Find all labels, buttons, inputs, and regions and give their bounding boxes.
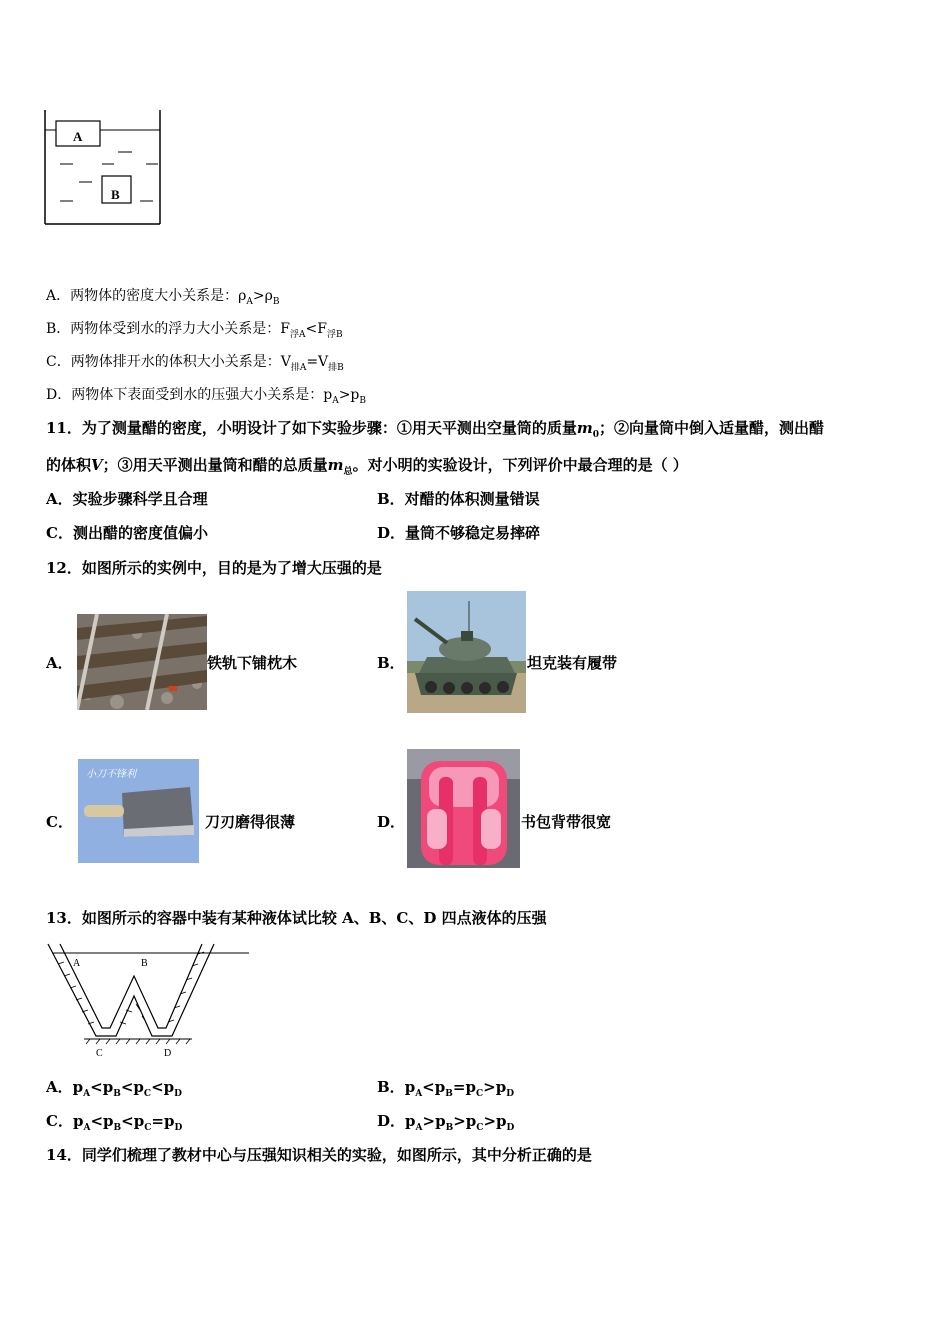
q12-option-a-text: 铁轨下铺枕木: [207, 654, 298, 672]
point-a-label: A: [73, 958, 81, 969]
q10-option-d[interactable]: D．两物体下表面受到水的压强大小关系是：$p_A>p_B$: [46, 387, 367, 406]
q13-option-b[interactable]: B．$p_A<p_B=p_C>p_D$: [377, 1078, 514, 1099]
tank-image: [407, 591, 526, 713]
q14-stem: 14．同学们梳理了教材中心与压强知识相关的实验，如图所示，其中分析正确的是: [46, 1146, 592, 1164]
knife-caption: 小刀不锋利: [86, 769, 136, 780]
q12-option-d-text: 书包背带很宽: [521, 813, 612, 831]
q12-option-b-letter[interactable]: B．: [377, 654, 405, 672]
point-c-label: C: [96, 1048, 103, 1059]
q11-stem-line1: 11．为了测量醋的密度，小明设计了如下实验步骤：①用天平测出空量筒的质量$m_0$；②向量筒中倒入适量醋，测出醋: [46, 419, 825, 440]
q12-option-a-letter[interactable]: A．: [46, 654, 73, 672]
q10-option-c[interactable]: C．两物体排开水的体积大小关系是：$V_{排A}=V_{排B}$: [46, 354, 344, 373]
q12-stem: 12．如图所示的实例中，目的是为了增大压强的是: [46, 559, 382, 577]
q11-option-a[interactable]: A．实验步骤科学且合理: [46, 490, 208, 508]
w-container-figure: [44, 940, 252, 1060]
railway-image: [77, 614, 207, 710]
point-b-label: B: [141, 958, 148, 969]
q13-option-d[interactable]: D．$p_A>p_B>p_C>p_D$: [377, 1112, 515, 1133]
q12-option-b-text: 坦克装有履带: [527, 654, 618, 672]
backpack-image: [407, 749, 520, 868]
knife-image: [78, 759, 199, 863]
q11-option-d[interactable]: D．量筒不够稳定易摔碎: [377, 524, 541, 542]
q13-option-c[interactable]: C．$p_A<p_B<p_C=p_D$: [46, 1112, 183, 1133]
q13-option-a[interactable]: A．$p_A<p_B<p_C<p_D$: [46, 1078, 182, 1099]
q10-option-b[interactable]: B．两物体受到水的浮力大小关系是：$F_{浮A}<F_{浮B}$: [46, 321, 343, 340]
q13-stem: 13．如图所示的容器中装有某种液体试比较 A、B、C、D 四点液体的压强: [46, 909, 547, 927]
q11-option-b[interactable]: B．对醋的体积测量错误: [377, 490, 540, 508]
block-a-label: A: [73, 129, 83, 144]
q11-option-c[interactable]: C．测出醋的密度值偏小: [46, 524, 208, 542]
q12-option-c-text: 刀刃磨得很薄: [205, 813, 296, 831]
q12-option-d-letter[interactable]: D．: [377, 813, 406, 831]
block-b-label: B: [111, 187, 120, 202]
beaker-figure: [40, 108, 170, 230]
q12-option-c-letter[interactable]: C．: [46, 813, 73, 831]
q10-option-a[interactable]: A．两物体的密度大小关系是：$\rho_A>\rho_B$: [46, 288, 280, 307]
point-d-label: D: [164, 1048, 172, 1059]
q11-stem-line2: 的体积V；③用天平测出量筒和醋的总质量$m_总$。对小明的实验设计，下列评价中最合理的是（ ）: [46, 456, 688, 477]
